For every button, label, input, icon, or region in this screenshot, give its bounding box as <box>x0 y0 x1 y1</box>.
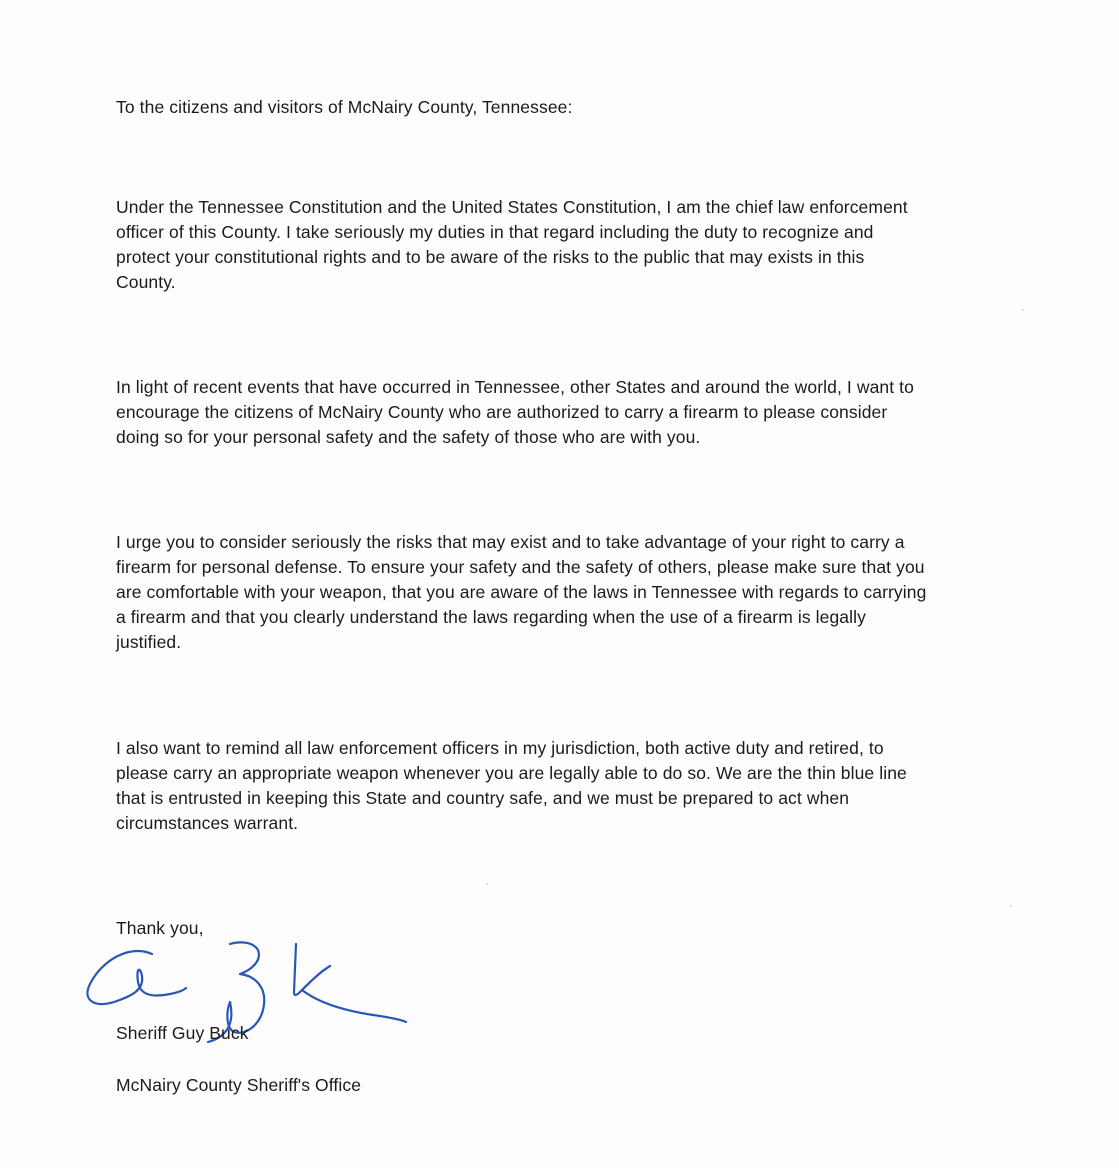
scan-speck <box>1022 309 1024 311</box>
paragraph-urge-carry: I urge you to consider seriously the risks that may exist and to take advantage of your right to carry a firearm for personal defense. To ensure your safety and the safety of others, please make sure that you are comfortable with your weapon, that you are aware of the laws in Tennessee with regards to carrying a firearm and that you clearly understand the laws regarding when the use of a firearm is legally justified. <box>116 532 927 652</box>
salutation: To the citizens and visitors of McNairy County, Tennessee: <box>116 97 573 117</box>
closing-line: Thank you, <box>116 918 204 938</box>
signer-name: Sheriff Guy Buck <box>116 1023 249 1043</box>
paragraph-law-enforcement: I also want to remind all law enforcement officers in my jurisdiction, both active duty and retired, to please carry an appropriate weapon whenever you are legally able to do so. We are the thin blue line that is entrusted in keeping this State and country safe, and we must be prepared to act when circumstances warrant. <box>116 738 907 833</box>
signer-office: McNairy County Sheriff's Office <box>116 1075 362 1095</box>
paragraph-recent-events: In light of recent events that have occurred in Tennessee, other States and around the world, I want to encourage the citizens of McNairy County who are authorized to carry a firearm to please consider doing so for your personal safety and the safety of those who are with you. <box>116 377 914 447</box>
paragraph-constitution: Under the Tennessee Constitution and the United States Constitution, I am the chief law enforcement officer of this County. I take seriously my duties in that regard including the duty to recognize and protect your constitutional rights and to be aware of the risks to the public that may exists in this County. <box>116 197 908 292</box>
scan-speck <box>486 883 488 885</box>
scan-speck <box>1010 905 1012 907</box>
